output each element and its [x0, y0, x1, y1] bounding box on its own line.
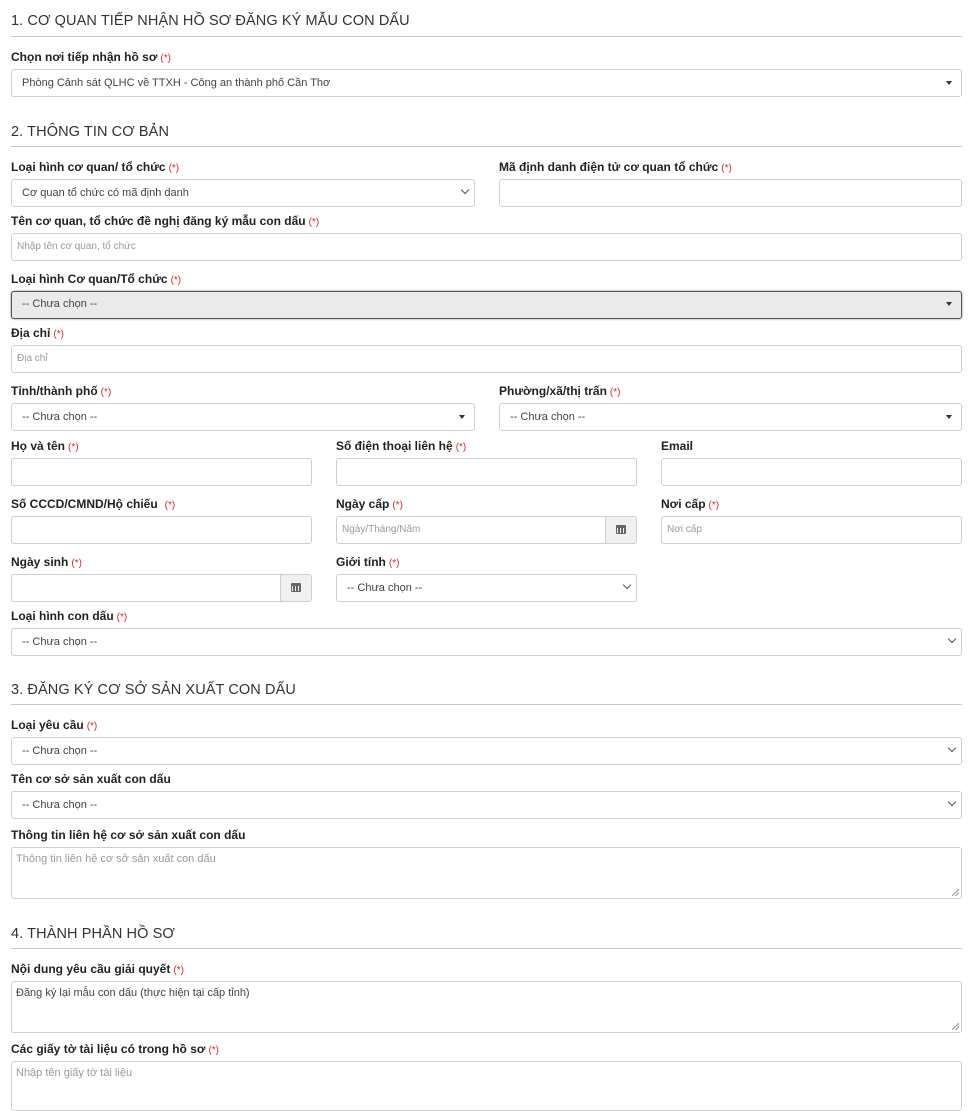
caret-down-icon	[946, 302, 952, 306]
chevron-down-icon	[623, 581, 631, 589]
section-3-title: 3. ĐĂNG KÝ CƠ SỞ SẢN XUẤT CON DẤU	[11, 682, 296, 698]
so-dien-thoai-input[interactable]	[336, 458, 637, 486]
section-divider	[11, 704, 962, 705]
section-divider	[11, 36, 962, 37]
ngay-sinh-label: Ngày sinh (*)	[11, 555, 82, 569]
phuong-xa-label: Phường/xã/thị trấn (*)	[499, 384, 621, 398]
loai-hinh-co-quan-select[interactable]	[11, 179, 475, 207]
gioi-tinh-value: -- Chưa chọn --	[347, 582, 423, 594]
tinh-thanh-pho-label: Tỉnh/thành phố (*)	[11, 384, 112, 398]
tinh-thanh-pho-select[interactable]	[11, 403, 475, 431]
ngay-cap-label: Ngày cấp (*)	[336, 497, 403, 511]
noi-cap-input[interactable]: Nơi cấp	[661, 516, 962, 544]
ten-co-quan-input[interactable]: Nhập tên cơ quan, tổ chức	[11, 233, 962, 261]
ngay-cap-input[interactable]	[336, 516, 637, 544]
noi-tiep-nhan-value: Phòng Cảnh sát QLHC về TTXH - Công an thành phố Cần Thơ	[22, 77, 331, 89]
caret-down-icon	[946, 415, 952, 419]
chevron-down-icon	[461, 186, 469, 194]
gioi-tinh-select[interactable]	[336, 574, 637, 602]
email-label: Email	[661, 439, 694, 453]
loai-yeu-cau-value: -- Chưa chọn --	[22, 745, 98, 757]
ho-ten-input[interactable]	[11, 458, 312, 486]
gioi-tinh-label: Giới tính (*)	[336, 555, 400, 569]
loai-hinh-co-quan-label: Loại hình cơ quan/ tổ chức (*)	[11, 160, 180, 174]
thong-tin-lien-he-placeholder: Thông tin liên hệ cơ sở sản xuất con dấu	[16, 853, 216, 865]
loai-hinh-co-quan-2-value: -- Chưa chọn --	[22, 298, 98, 310]
giay-to-label: Các giấy tờ tài liệu có trong hồ sơ (*)	[11, 1042, 219, 1056]
resize-grip-icon[interactable]	[952, 1023, 959, 1030]
loai-hinh-con-dau-value: -- Chưa chọn --	[22, 636, 98, 648]
ma-dinh-danh-label: Mã định danh điện tử cơ quan tổ chức (*)	[499, 160, 732, 174]
phuong-xa-value: -- Chưa chọn --	[510, 411, 586, 423]
calendar-button[interactable]	[280, 575, 311, 601]
thong-tin-lien-he-textarea[interactable]	[11, 847, 962, 899]
ngay-cap-placeholder: Ngày/Tháng/Năm	[342, 524, 421, 535]
ma-dinh-danh-input[interactable]	[499, 179, 962, 207]
section-divider	[11, 146, 962, 147]
dia-chi-label: Địa chỉ (*)	[11, 326, 64, 340]
loai-hinh-co-quan-2-label: Loại hình Cơ quan/Tổ chức (*)	[11, 272, 182, 286]
email-input[interactable]	[661, 458, 962, 486]
ho-ten-label: Họ và tên (*)	[11, 439, 79, 453]
loai-hinh-con-dau-select[interactable]	[11, 628, 962, 656]
loai-hinh-con-dau-label: Loại hình con dấu (*)	[11, 609, 128, 623]
noi-tiep-nhan-label: Chọn nơi tiếp nhận hồ sơ (*)	[11, 50, 171, 64]
calendar-icon	[616, 525, 626, 534]
giay-to-placeholder: Nhập tên giấy tờ tài liệu	[16, 1067, 133, 1079]
noi-dung-label: Nội dung yêu cầu giải quyết (*)	[11, 962, 184, 976]
section-2-title: 2. THÔNG TIN CƠ BẢN	[11, 124, 170, 140]
noi-tiep-nhan-select[interactable]	[11, 69, 962, 97]
calendar-button[interactable]	[605, 517, 636, 543]
noi-cap-label: Nơi cấp (*)	[661, 497, 720, 511]
thong-tin-lien-he-label: Thông tin liên hệ cơ sở sản xuất con dấu	[11, 828, 246, 842]
section-4-title: 4. THÀNH PHẦN HỒ SƠ	[11, 926, 175, 942]
caret-down-icon	[946, 81, 952, 85]
ten-co-so-value: -- Chưa chọn --	[22, 799, 98, 811]
resize-grip-icon[interactable]	[952, 889, 959, 896]
ten-co-so-select[interactable]	[11, 791, 962, 819]
caret-down-icon	[459, 415, 465, 419]
tinh-thanh-pho-value: -- Chưa chọn --	[22, 411, 98, 423]
noi-dung-textarea[interactable]	[11, 981, 962, 1033]
loai-yeu-cau-select[interactable]	[11, 737, 962, 765]
section-divider	[11, 948, 962, 949]
section-1-title: 1. CƠ QUAN TIẾP NHẬN HỒ SƠ ĐĂNG KÝ MẪU CON DẤU	[11, 13, 410, 29]
loai-yeu-cau-label: Loại yêu cầu (*)	[11, 718, 98, 732]
ngay-sinh-input[interactable]	[11, 574, 312, 602]
chevron-down-icon	[948, 798, 956, 806]
giay-to-textarea[interactable]	[11, 1061, 962, 1111]
ten-co-so-label: Tên cơ sở sản xuất con dấu	[11, 772, 171, 786]
phuong-xa-select[interactable]	[499, 403, 962, 431]
loai-hinh-co-quan-value: Cơ quan tổ chức có mã định danh	[22, 187, 189, 199]
so-cccd-input[interactable]	[11, 516, 312, 544]
ten-co-quan-label: Tên cơ quan, tổ chức đề nghị đăng ký mẫu con dấu (*)	[11, 214, 320, 228]
calendar-icon	[291, 583, 301, 592]
chevron-down-icon	[948, 635, 956, 643]
chevron-down-icon	[948, 744, 956, 752]
so-cccd-label: Số CCCD/CMND/Hộ chiếu (*)	[11, 497, 176, 511]
noi-dung-value: Đăng ký lại mẫu con dấu (thực hiện tại cấp tỉnh)	[16, 987, 250, 999]
so-dien-thoai-label: Số điện thoại liên hệ (*)	[336, 439, 467, 453]
loai-hinh-co-quan-2-select[interactable]	[11, 291, 962, 319]
dia-chi-input[interactable]: Địa chỉ	[11, 345, 962, 373]
